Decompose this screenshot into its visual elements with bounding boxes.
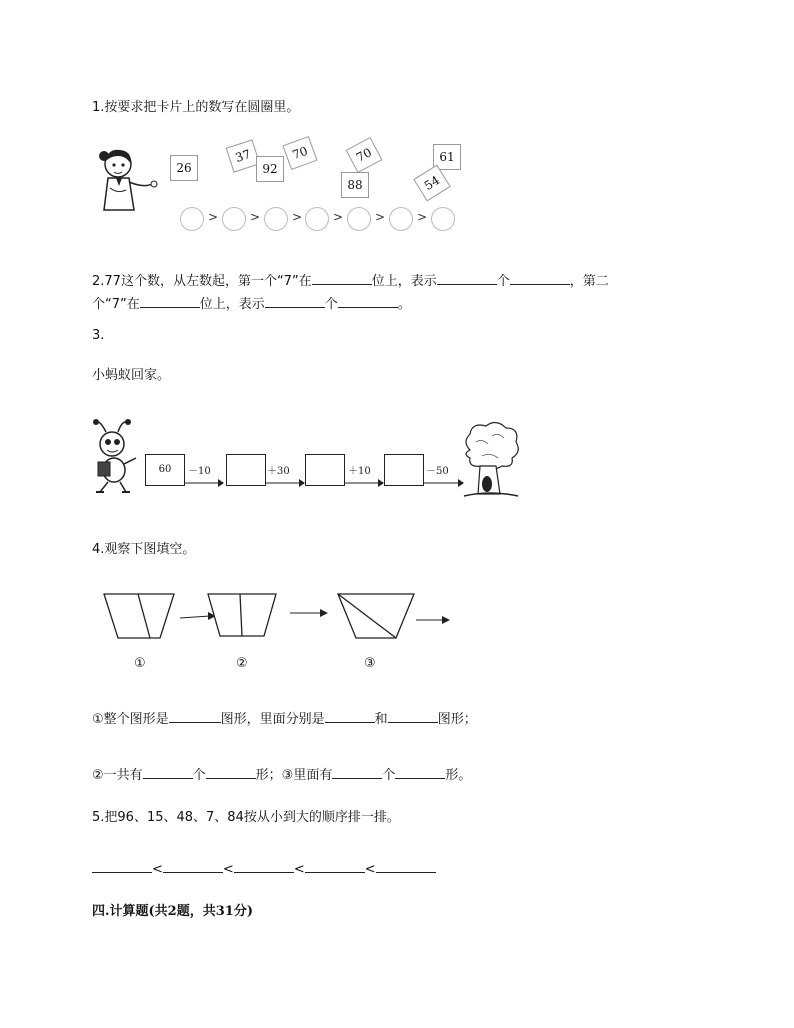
answer-circle[interactable]	[305, 207, 329, 231]
q2-line2	[92, 293, 411, 312]
flow-box[interactable]	[305, 454, 345, 486]
q4-text-part: 图形，里面分别是	[220, 712, 325, 727]
number-card: 70	[346, 137, 383, 173]
q4-text-part: 形。	[445, 768, 472, 783]
number-card: 88	[341, 172, 369, 198]
arrow-icon	[416, 616, 450, 624]
answer-blank[interactable]	[234, 860, 294, 873]
answer-blank[interactable]	[143, 766, 193, 779]
gt-sign: >	[333, 210, 344, 224]
flow-operation: ＋10	[348, 466, 371, 477]
gt-sign: >	[208, 210, 219, 224]
arrow-icon	[184, 478, 224, 488]
lt-sign: <	[293, 862, 305, 877]
gt-sign: >	[417, 210, 428, 224]
q2-text: 个	[324, 297, 338, 312]
number-card: 37	[226, 139, 261, 172]
arrow-icon	[265, 478, 305, 488]
q5-text: 5.把96、15、48、7、84按从小到大的顺序排一排。	[92, 810, 400, 825]
figure-label: ③	[364, 656, 376, 671]
number-card: 26	[170, 155, 198, 181]
q2-line1	[92, 270, 609, 289]
gt-sign: >	[375, 210, 386, 224]
tree-house-illustration	[460, 420, 522, 500]
arrow-icon	[344, 478, 384, 488]
gt-sign: >	[250, 210, 261, 224]
q3-number: 3.	[92, 328, 105, 343]
answer-blank[interactable]	[163, 860, 223, 873]
q4-text-part: 形；③里面有	[255, 768, 333, 783]
answer-blank[interactable]	[92, 860, 152, 873]
arrow-icon	[290, 609, 328, 617]
lt-sign: <	[152, 862, 163, 877]
q1-text: 1.按要求把卡片上的数写在圆圈里。	[92, 100, 300, 115]
answer-blank[interactable]	[206, 766, 256, 779]
q4-text: 4.观察下图填空。	[92, 542, 196, 557]
answer-blank[interactable]	[332, 766, 382, 779]
q5-answer-line	[92, 860, 436, 877]
answer-blank[interactable]	[395, 766, 445, 779]
figure-2	[208, 594, 276, 636]
answer-blank[interactable]	[388, 710, 438, 723]
number-card: 54	[413, 165, 451, 202]
q2-text: 个	[496, 274, 510, 289]
q2-text: 2.77这个数，从左数起，第一个“7”在	[92, 274, 312, 289]
q4-text-part: 个	[382, 768, 396, 783]
lt-sign: <	[222, 862, 234, 877]
answer-blank[interactable]	[305, 860, 365, 873]
gt-sign: >	[292, 210, 303, 224]
q4-text-part: 个	[192, 768, 206, 783]
q3-title: 小蚂蚁回家。	[92, 368, 171, 383]
number-card: 92	[256, 156, 284, 182]
flow-operation: －10	[188, 466, 211, 477]
figure-3	[338, 594, 414, 638]
answer-circle[interactable]	[389, 207, 413, 231]
answer-circle[interactable]	[347, 207, 371, 231]
arrow-icon	[424, 478, 464, 488]
flow-box[interactable]	[384, 454, 424, 486]
flow-box-start: 60	[145, 454, 185, 486]
answer-circle[interactable]	[431, 207, 455, 231]
answer-circle[interactable]	[180, 207, 204, 231]
section-heading: 四.计算题(共2题，共31分)	[92, 904, 253, 919]
lt-sign: <	[364, 862, 376, 877]
q4-text-part: ①整个图形是	[92, 712, 169, 727]
number-card: 61	[433, 144, 461, 170]
flow-operation: －50	[426, 466, 449, 477]
answer-circle[interactable]	[222, 207, 246, 231]
arrow-icon	[180, 612, 216, 620]
figure-label: ①	[134, 656, 146, 671]
q2-text: 。	[397, 297, 411, 312]
q4-line2	[92, 764, 471, 783]
answer-blank[interactable]	[510, 272, 570, 285]
q2-text: 位上，表示	[371, 274, 437, 289]
q4-line1	[92, 708, 477, 727]
answer-blank[interactable]	[325, 710, 375, 723]
answer-blank[interactable]	[437, 272, 497, 285]
answer-circle[interactable]	[264, 207, 288, 231]
answer-blank[interactable]	[338, 295, 398, 308]
q4-text-part: ②一共有	[92, 768, 143, 783]
number-card: 70	[282, 136, 317, 170]
flow-box[interactable]	[226, 454, 266, 486]
answer-blank[interactable]	[169, 710, 221, 723]
girl-illustration	[96, 144, 162, 216]
answer-blank[interactable]	[376, 860, 436, 873]
trapezoid-figures	[100, 590, 460, 642]
answer-blank[interactable]	[312, 272, 372, 285]
q2-text: 个“7”在	[92, 297, 140, 312]
q2-text: ，第二	[569, 274, 609, 289]
ant-illustration	[92, 418, 140, 496]
q4-text-part: 和	[374, 712, 388, 727]
answer-blank[interactable]	[140, 295, 200, 308]
answer-blank[interactable]	[265, 295, 325, 308]
q4-text-part: 图形；	[437, 712, 477, 727]
figure-label: ②	[236, 656, 248, 671]
figure-1	[104, 594, 174, 638]
q2-text: 位上，表示	[199, 297, 265, 312]
flow-operation: ＋30	[267, 466, 290, 477]
